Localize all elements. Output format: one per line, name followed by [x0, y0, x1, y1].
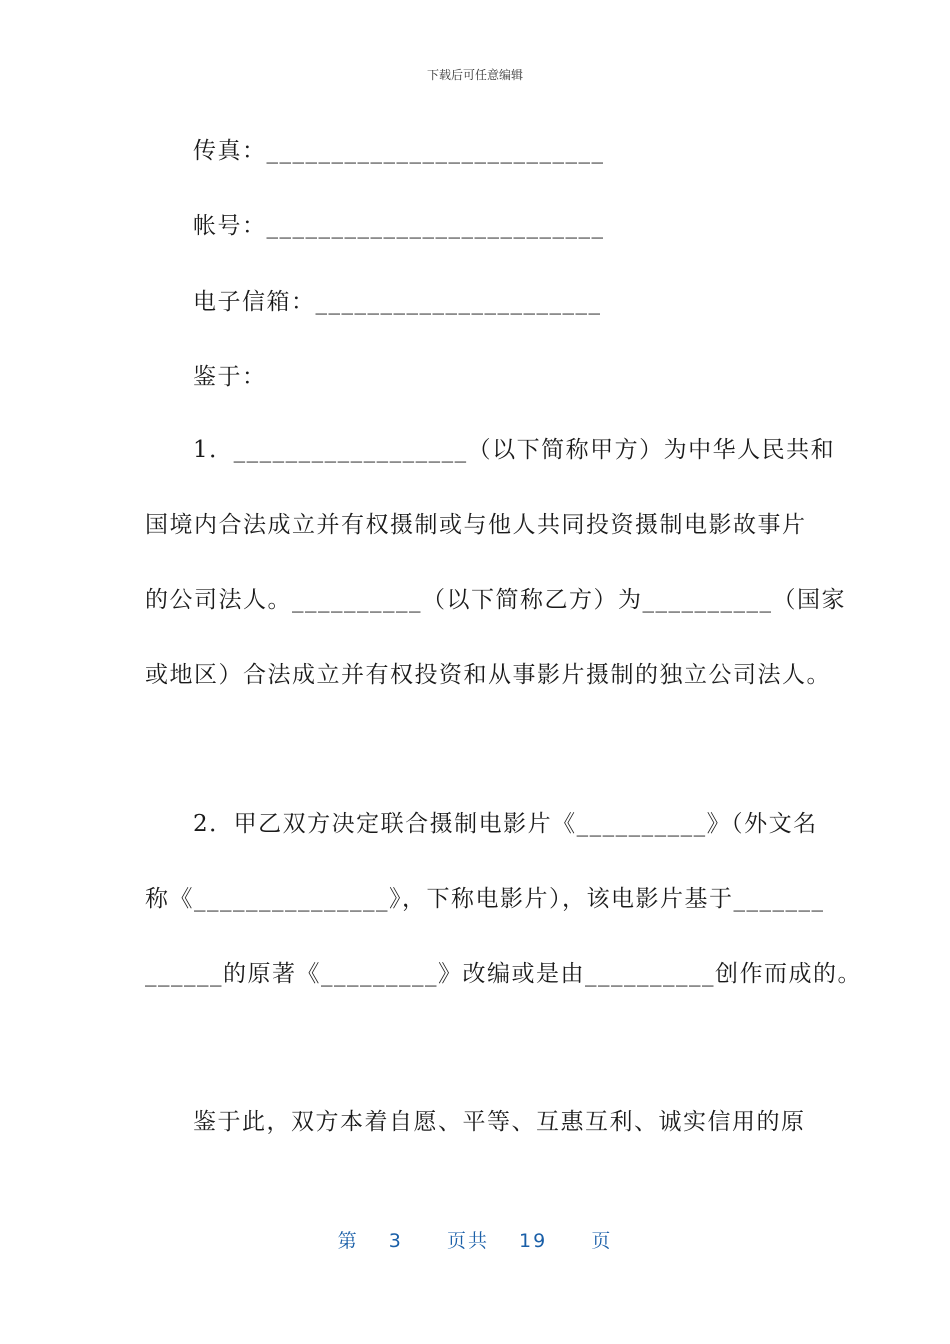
clause1-line3: 的公司法人。__________（以下简称乙方）为__________（国家 — [145, 587, 846, 613]
clause2-line3: ______的原著《_________》改编或是由__________创作而成的。 — [145, 961, 862, 987]
footer-total-pages: 19 — [519, 1230, 548, 1252]
footer-prefix: 第 — [337, 1230, 359, 1252]
email-field: 电子信箱：______________________ — [193, 289, 602, 315]
header-note: 下载后可任意编辑 — [426, 68, 523, 82]
footer-suffix: 页 — [591, 1230, 613, 1252]
footer-current-page: 3 — [388, 1230, 403, 1252]
fax-field: 传真：__________________________ — [193, 138, 605, 164]
clause2-line2: 称《_______________》，下称电影片），该电影片基于_______ — [145, 886, 825, 912]
footer-middle: 页共 — [446, 1230, 489, 1252]
recital-heading: 鉴于： — [193, 364, 267, 390]
clause2-line1: 2．甲乙双方决定联合摄制电影片《__________》（外文名 — [193, 811, 818, 837]
closing-line1: 鉴于此，双方本着自愿、平等、互惠互利、诚实信用的原 — [193, 1109, 806, 1135]
clause1-line2: 国境内合法成立并有权摄制或与他人共同投资摄制电影故事片 — [145, 512, 807, 538]
page-footer — [0, 1226, 950, 1253]
clause1-line1: 1．__________________（以下简称甲方）为中华人民共和 — [193, 437, 836, 463]
clause1-line4: 或地区）合法成立并有权投资和从事影片摄制的独立公司法人。 — [145, 662, 831, 688]
account-field: 帐号：__________________________ — [193, 213, 605, 239]
